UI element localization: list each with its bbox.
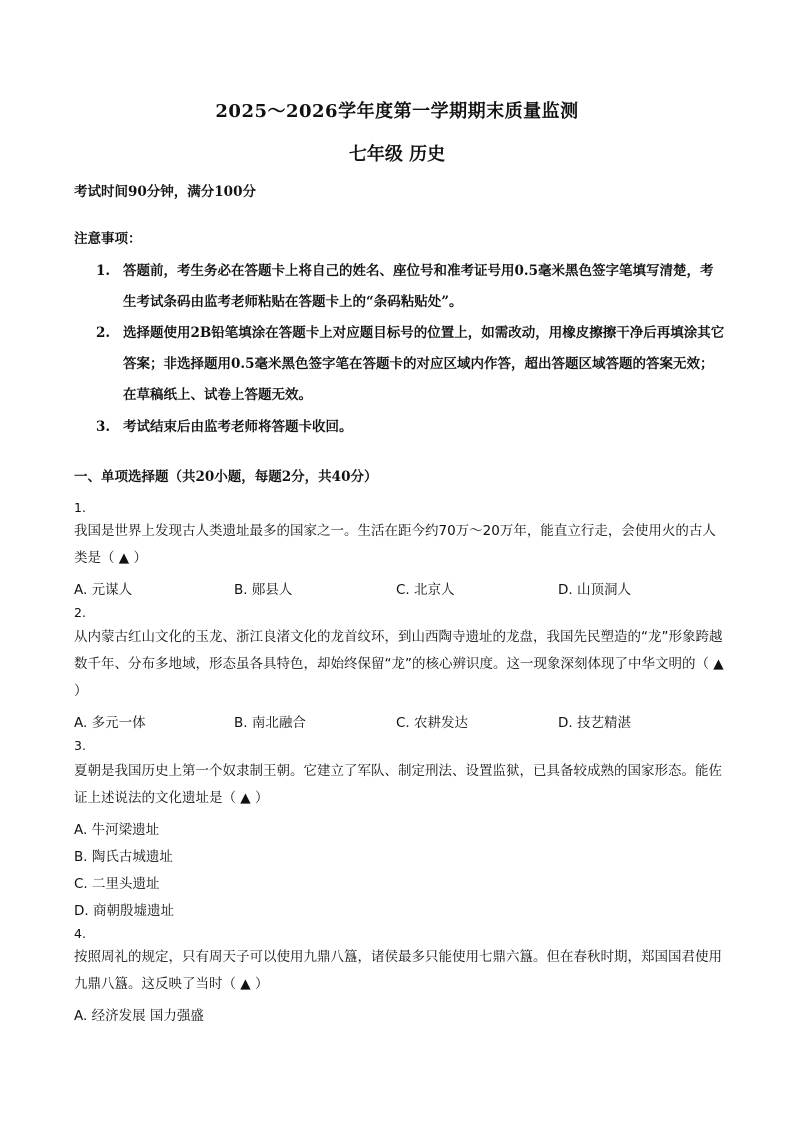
question-number: 1.: [74, 500, 86, 515]
notice-heading: 注意事项：: [74, 231, 142, 247]
notice-item: [96, 412, 726, 443]
notice-item-text: 考试结束后由监考老师将答题卡收回。: [123, 419, 353, 435]
notice-item-number: 3.: [96, 419, 111, 435]
notice-item-text: 选择题使用2B铅笔填涂在答题卡上对应题目标号的位置上，如需改动，用橡皮擦擦干净后再填涂其它答案；非选择题用0.5毫米黑色签字笔在答题卡的对应区域内作答，超出答题区域答题的答案无效；在草稿纸上、试卷上答题无效。: [123, 325, 725, 403]
question-option: C. 北京人: [396, 582, 455, 598]
notice-item-number: 2.: [96, 325, 111, 341]
question-text: 我国是世界上发现古人类遗址最多的国家之一。生活在距今约70万～20万年，能直立行走，会使用火的古人类是（ ▲ ）: [74, 523, 716, 566]
question-option: D. 技艺精湛: [558, 715, 631, 731]
question-option: A. 多元一体: [74, 715, 146, 731]
section-heading: 一、单项选择题（共20小题，每题2分，共40分）: [74, 469, 378, 485]
exam-subtitle: 七年级 历史: [348, 144, 446, 165]
exam-title: 2025～2026学年度第一学期期末质量监测: [215, 101, 579, 122]
question-option: C. 农耕发达: [396, 715, 469, 731]
question-option: A. 元谋人: [74, 582, 133, 598]
question-option: B. 南北融合: [234, 715, 306, 731]
question-option: A. 经济发展 国力强盛: [74, 1008, 204, 1024]
question-option: A. 牛河梁遗址: [74, 822, 160, 838]
notice-item-number: 1.: [96, 263, 111, 279]
question-option: C. 二里头遗址: [74, 876, 160, 892]
notice-item: [96, 256, 726, 318]
question-text: 从内蒙古红山文化的玉龙、浙江良渚文化的龙首纹环，到山西陶寺遗址的龙盘，我国先民塑造的“龙”形象跨越数千年、分布多地域，形态虽各具特色，却始终保留“龙”的核心辨识度。这一现象深刻体现了中华文明的（ ▲ ）: [74, 629, 724, 699]
question-option: B. 陶氏古城遗址: [74, 849, 173, 865]
question-number: 2.: [74, 605, 86, 620]
question-number: 3.: [74, 738, 86, 753]
exam-info: 考试时间90分钟，满分100分: [74, 184, 256, 200]
notice-item: [96, 318, 726, 411]
question-option: B. 郧县人: [234, 582, 293, 598]
notice-item-text: 答题前，考生务必在答题卡上将自己的姓名、座位号和准考证号用0.5毫米黑色签字笔填写清楚，考生考试条码由监考老师粘贴在答题卡上的“条码粘贴处”。: [123, 263, 714, 310]
question-number: 4.: [74, 926, 86, 941]
question-text: 夏朝是我国历史上第一个奴隶制王朝。它建立了军队、制定刑法、设置监狱，已具备较成熟的国家形态。能佐证上述说法的文化遗址是（ ▲ ）: [74, 763, 722, 806]
question-option: D. 山顶洞人: [558, 582, 631, 598]
question-option: D. 商朝殷墟遗址: [74, 903, 174, 919]
question-text: 按照周礼的规定，只有周天子可以使用九鼎八簋，诸侯最多只能使用七鼎六簋。但在春秋时期，郑国国君使用九鼎八簋。这反映了当时（ ▲ ）: [74, 949, 722, 992]
